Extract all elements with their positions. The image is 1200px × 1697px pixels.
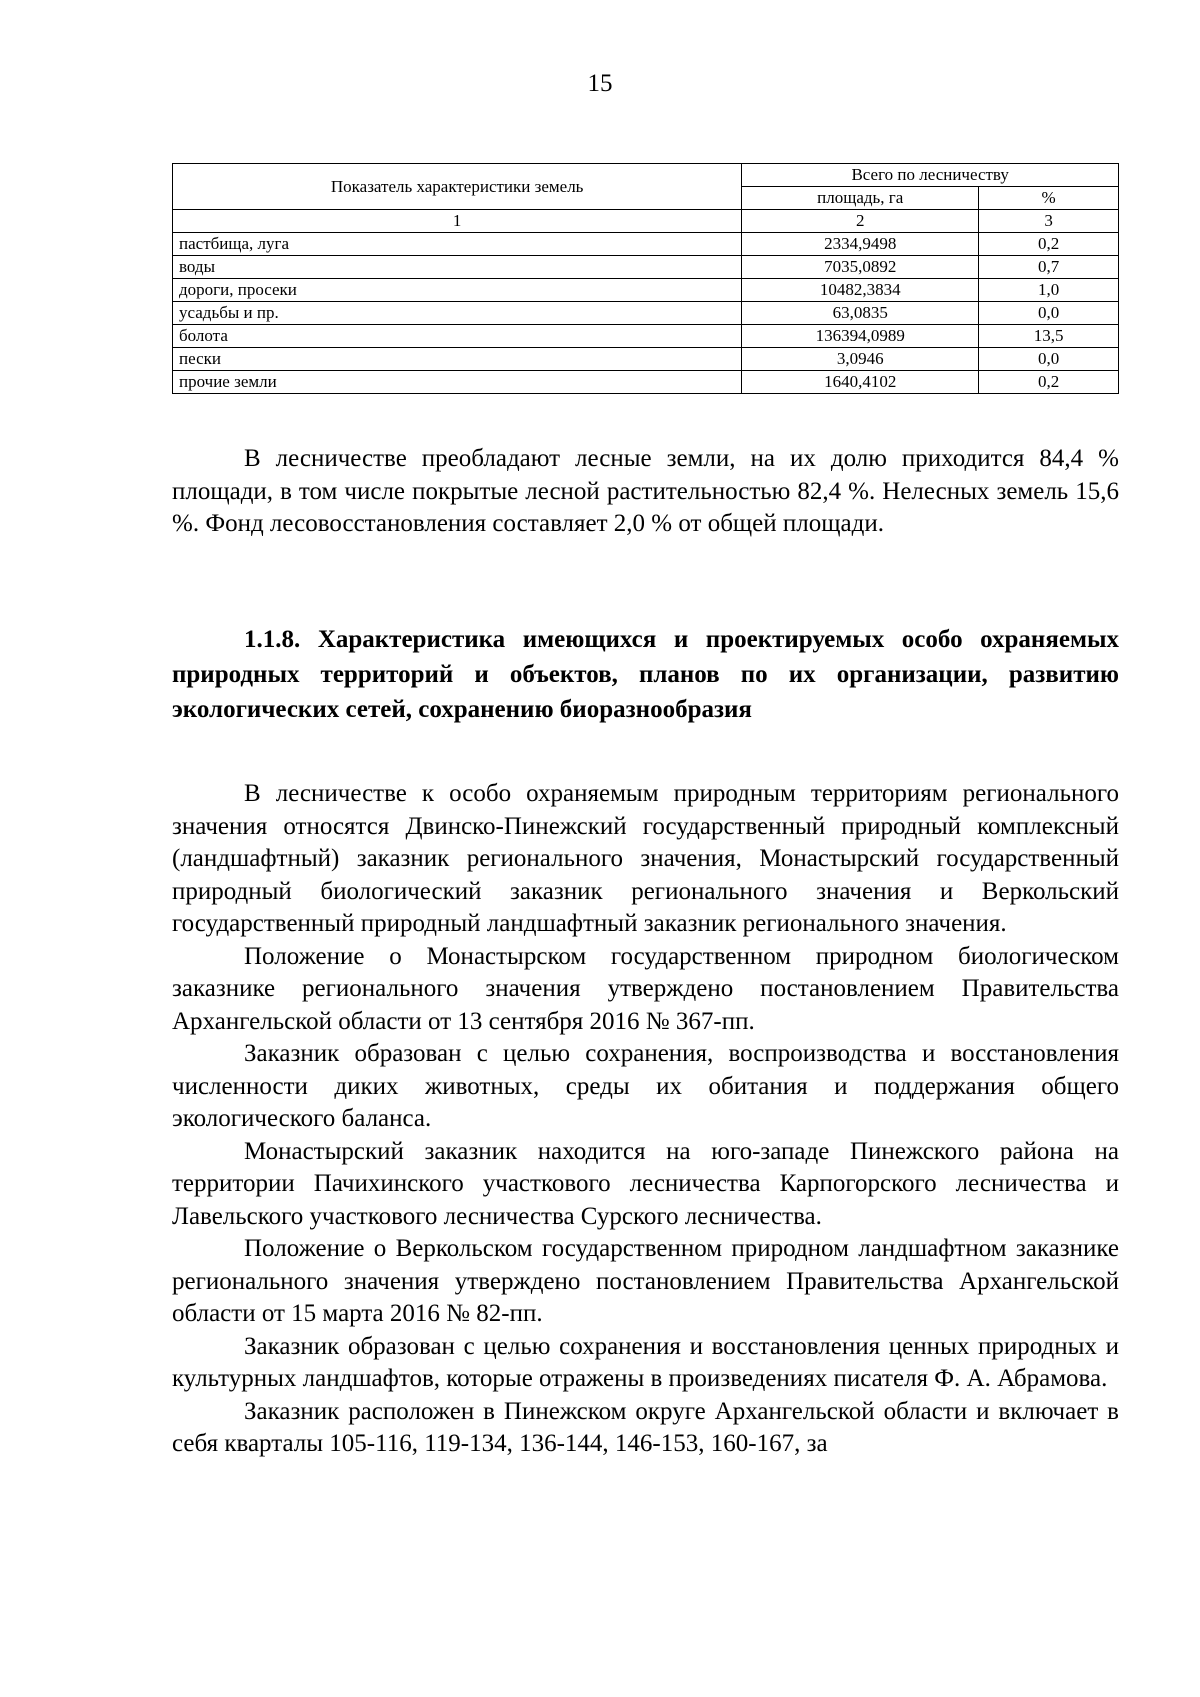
- paragraph: Положение о Веркольском государственном природном ландшафтном заказнике регионального значения утверждено постановлением Правительства Архангельской области от 15 марта 2016 № 82-пп.: [172, 1235, 1119, 1327]
- summary-paragraph: В лесничестве преобладают лесные земли, на их долю приходится 84,4 % площади, в том числе покрытые лесной растительностью 82,4 %. Нелесных земель 15,6 %. Фонд лесовосстановления составляет 2,0 % от общей площади.: [172, 445, 1119, 537]
- table-row: [173, 325, 1119, 348]
- row-percent: 0,7: [979, 256, 1119, 279]
- paragraph: Монастырский заказник находится на юго-западе Пинежского района на территории Пачихинского участкового лесничества Карпогорского лесничества и Лавельского участкового лесничества Сурского лесничества.: [172, 1137, 1119, 1230]
- column-number: 3: [979, 210, 1119, 233]
- row-percent: 0,2: [979, 233, 1119, 256]
- row-area: 7035,0892: [742, 256, 979, 279]
- section-heading: 1.1.8. Характеристика имеющихся и проектируемых особо охраняемых природных территорий и объектов, планов по их организации, развитию экологических сетей, сохранению биоразнообразия: [172, 626, 1119, 723]
- table-header-row: [173, 164, 1119, 187]
- column-number: 1: [173, 210, 742, 233]
- table-row: [173, 371, 1119, 394]
- header-percent: %: [979, 187, 1119, 210]
- row-label: дороги, просеки: [173, 279, 742, 302]
- header-area: площадь, га: [742, 187, 979, 210]
- paragraph: Заказник образован с целью сохранения и восстановления ценных природных и культурных ландшафтов, которые отражены в произведениях писателя Ф. А. Абрамова.: [172, 1332, 1119, 1392]
- row-percent: 0,0: [979, 302, 1119, 325]
- column-number: 2: [742, 210, 979, 233]
- summary-block: [172, 443, 1119, 541]
- table-column-numbers-row: [173, 210, 1119, 233]
- row-label: пески: [173, 348, 742, 371]
- row-label: прочие земли: [173, 371, 742, 394]
- section-body: [172, 778, 1119, 1461]
- paragraph: Заказник образован с целью сохранения, воспроизводства и восстановления численности диких животных, среды их обитания и поддержания общего экологического баланса.: [172, 1040, 1119, 1132]
- land-characteristics-table: [172, 163, 1119, 394]
- paragraph: Положение о Монастырском государственном природном биологическом заказнике регионального значения утверждено постановлением Правительства Архангельской области от 13 сентября 2016 № 367-пп.: [172, 942, 1119, 1035]
- row-area: 3,0946: [742, 348, 979, 371]
- row-label: усадьбы и пр.: [173, 302, 742, 325]
- row-label: болота: [173, 325, 742, 348]
- row-label: пастбища, луга: [173, 233, 742, 256]
- header-indicator: Показатель характеристики земель: [173, 164, 742, 210]
- table-row: [173, 348, 1119, 371]
- row-label: воды: [173, 256, 742, 279]
- row-percent: 13,5: [979, 325, 1119, 348]
- paragraph: В лесничестве к особо охраняемым природным территориям регионального значения относятся Двинско-Пинежский государственный природный комплексный (ландшафтный) заказник регионального значения, Монастырский государственный природный биологический заказник регионального значения и Веркольский государственный природный ландшафтный заказник регионального значения.: [172, 780, 1119, 937]
- row-area: 136394,0989: [742, 325, 979, 348]
- row-percent: 0,0: [979, 348, 1119, 371]
- row-percent: 0,2: [979, 371, 1119, 394]
- header-total-forestry: Всего по лесничеству: [742, 164, 1119, 187]
- page-number: 15: [587, 70, 613, 97]
- row-area: 2334,9498: [742, 233, 979, 256]
- row-area: 1640,4102: [742, 371, 979, 394]
- row-percent: 1,0: [979, 279, 1119, 302]
- table-row: [173, 279, 1119, 302]
- table-row: [173, 256, 1119, 279]
- table-row: [173, 233, 1119, 256]
- row-area: 63,0835: [742, 302, 979, 325]
- table-row: [173, 302, 1119, 325]
- paragraph: Заказник расположен в Пинежском округе Архангельской области и включает в себя кварталы 105-116, 119-134, 136-144, 146-153, 160-167, за: [172, 1397, 1119, 1457]
- row-area: 10482,3834: [742, 279, 979, 302]
